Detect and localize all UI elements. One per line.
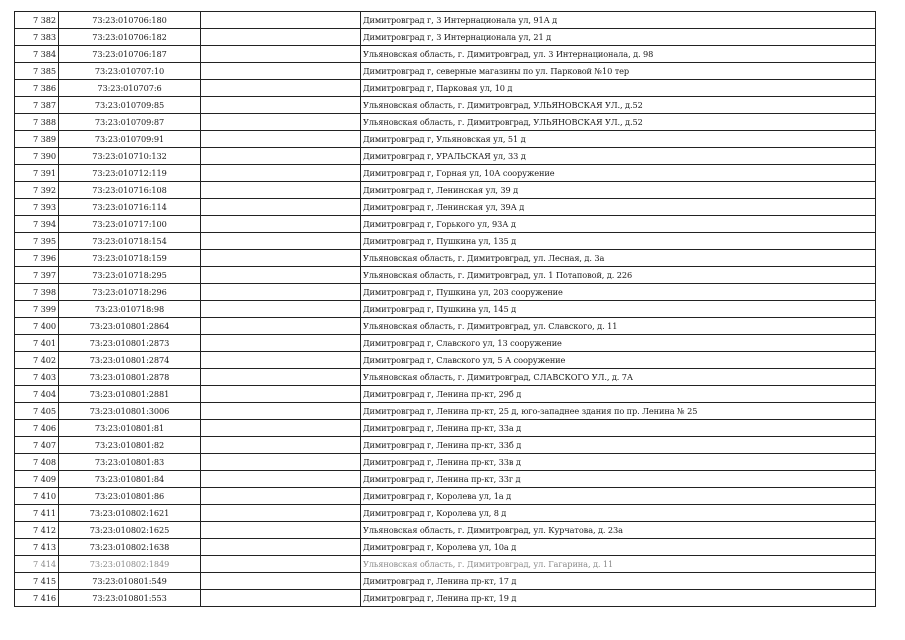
address-cell: Димитровград г, Ленина пр-кт, 17 д	[361, 573, 876, 590]
address-cell: Ульяновская область, г. Димитровград, СЛАВСКОГО УЛ., д. 7А	[361, 369, 876, 386]
empty-cell	[201, 165, 361, 182]
cadastral-number-cell: 73:23:010709:87	[59, 114, 201, 131]
row-number-cell: 7 386	[15, 80, 59, 97]
cadastral-number-cell: 73:23:010801:83	[59, 454, 201, 471]
address-cell: Димитровград г, Пушкина ул, 203 сооружение	[361, 284, 876, 301]
empty-cell	[201, 233, 361, 250]
table-row	[15, 165, 876, 182]
empty-cell	[201, 573, 361, 590]
table-row	[15, 12, 876, 29]
cadastral-number-cell: 73:23:010801:82	[59, 437, 201, 454]
empty-cell	[201, 46, 361, 63]
cadastral-number-cell: 73:23:010709:85	[59, 97, 201, 114]
table-row	[15, 420, 876, 437]
address-cell: Димитровград г, 3 Интернационала ул, 91А д	[361, 12, 876, 29]
table-row	[15, 284, 876, 301]
table-row	[15, 471, 876, 488]
address-cell: Димитровград г, Пушкина ул, 135 д	[361, 233, 876, 250]
row-number-cell: 7 401	[15, 335, 59, 352]
address-cell: Ульяновская область, г. Димитровград, ул. Гагарина, д. 11	[361, 556, 876, 573]
cadastral-number-cell: 73:23:010802:1621	[59, 505, 201, 522]
row-number-cell: 7 384	[15, 46, 59, 63]
table-row	[15, 63, 876, 80]
table-row	[15, 46, 876, 63]
empty-cell	[201, 590, 361, 607]
row-number-cell: 7 394	[15, 216, 59, 233]
registry-table	[14, 11, 876, 607]
address-cell: Димитровград г, Горная ул, 10А сооружение	[361, 165, 876, 182]
table-row	[15, 250, 876, 267]
address-cell: Димитровград г, Ленина пр-кт, 33г д	[361, 471, 876, 488]
row-number-cell: 7 409	[15, 471, 59, 488]
address-cell: Димитровград г, 3 Интернационала ул, 21 д	[361, 29, 876, 46]
table-row	[15, 522, 876, 539]
address-cell: Димитровград г, Ленинская ул, 39 д	[361, 182, 876, 199]
table-row	[15, 437, 876, 454]
registry-body	[15, 12, 876, 607]
table-row	[15, 29, 876, 46]
address-cell: Ульяновская область, г. Димитровград, ул. Лесная, д. 3а	[361, 250, 876, 267]
empty-cell	[201, 97, 361, 114]
table-row	[15, 318, 876, 335]
cadastral-number-cell: 73:23:010718:296	[59, 284, 201, 301]
cadastral-number-cell: 73:23:010801:2864	[59, 318, 201, 335]
row-number-cell: 7 398	[15, 284, 59, 301]
empty-cell	[201, 301, 361, 318]
cadastral-number-cell: 73:23:010718:154	[59, 233, 201, 250]
row-number-cell: 7 404	[15, 386, 59, 403]
cadastral-number-cell: 73:23:010716:114	[59, 199, 201, 216]
address-cell: Ульяновская область, г. Димитровград, УЛЬЯНОВСКАЯ УЛ., д.52	[361, 97, 876, 114]
cadastral-number-cell: 73:23:010706:180	[59, 12, 201, 29]
table-row	[15, 488, 876, 505]
empty-cell	[201, 131, 361, 148]
table-row	[15, 386, 876, 403]
address-cell: Димитровград г, Ульяновская ул, 51 д	[361, 131, 876, 148]
address-cell: Димитровград г, Ленина пр-кт, 33б д	[361, 437, 876, 454]
empty-cell	[201, 284, 361, 301]
cadastral-number-cell: 73:23:010718:295	[59, 267, 201, 284]
cadastral-number-cell: 73:23:010716:108	[59, 182, 201, 199]
row-number-cell: 7 391	[15, 165, 59, 182]
cadastral-number-cell: 73:23:010801:3006	[59, 403, 201, 420]
table-row	[15, 505, 876, 522]
cadastral-number-cell: 73:23:010709:91	[59, 131, 201, 148]
address-cell: Ульяновская область, г. Димитровград, ул. Славского, д. 11	[361, 318, 876, 335]
address-cell: Димитровград г, Королева ул, 1а д	[361, 488, 876, 505]
cadastral-number-cell: 73:23:010710:132	[59, 148, 201, 165]
empty-cell	[201, 216, 361, 233]
cadastral-number-cell: 73:23:010801:553	[59, 590, 201, 607]
empty-cell	[201, 522, 361, 539]
address-cell: Димитровград г, Ленина пр-кт, 19 д	[361, 590, 876, 607]
table-row	[15, 403, 876, 420]
empty-cell	[201, 63, 361, 80]
row-number-cell: 7 393	[15, 199, 59, 216]
empty-cell	[201, 556, 361, 573]
empty-cell	[201, 318, 361, 335]
table-row	[15, 216, 876, 233]
row-number-cell: 7 416	[15, 590, 59, 607]
empty-cell	[201, 420, 361, 437]
row-number-cell: 7 385	[15, 63, 59, 80]
cadastral-number-cell: 73:23:010707:10	[59, 63, 201, 80]
empty-cell	[201, 267, 361, 284]
row-number-cell: 7 389	[15, 131, 59, 148]
row-number-cell: 7 410	[15, 488, 59, 505]
empty-cell	[201, 352, 361, 369]
address-cell: Димитровград г, Горького ул, 93А д	[361, 216, 876, 233]
table-row	[15, 335, 876, 352]
row-number-cell: 7 402	[15, 352, 59, 369]
empty-cell	[201, 182, 361, 199]
empty-cell	[201, 335, 361, 352]
address-cell: Димитровград г, Ленина пр-кт, 29б д	[361, 386, 876, 403]
address-cell: Димитровград г, Парковая ул, 10 д	[361, 80, 876, 97]
row-number-cell: 7 411	[15, 505, 59, 522]
empty-cell	[201, 437, 361, 454]
table-row	[15, 148, 876, 165]
table-row	[15, 556, 876, 573]
cadastral-number-cell: 73:23:010801:86	[59, 488, 201, 505]
table-row	[15, 369, 876, 386]
empty-cell	[201, 199, 361, 216]
address-cell: Димитровград г, Ленина пр-кт, 33в д	[361, 454, 876, 471]
row-number-cell: 7 414	[15, 556, 59, 573]
table-row	[15, 267, 876, 284]
address-cell: Димитровград г, Пушкина ул, 145 д	[361, 301, 876, 318]
address-cell: Димитровград г, Королева ул, 8 д	[361, 505, 876, 522]
address-cell: Димитровград г, Королева ул, 10а д	[361, 539, 876, 556]
row-number-cell: 7 383	[15, 29, 59, 46]
cadastral-number-cell: 73:23:010801:2878	[59, 369, 201, 386]
table-row	[15, 131, 876, 148]
row-number-cell: 7 406	[15, 420, 59, 437]
empty-cell	[201, 369, 361, 386]
row-number-cell: 7 405	[15, 403, 59, 420]
cadastral-number-cell: 73:23:010801:2874	[59, 352, 201, 369]
empty-cell	[201, 403, 361, 420]
cadastral-number-cell: 73:23:010718:159	[59, 250, 201, 267]
table-row	[15, 182, 876, 199]
row-number-cell: 7 403	[15, 369, 59, 386]
empty-cell	[201, 29, 361, 46]
cadastral-number-cell: 73:23:010802:1625	[59, 522, 201, 539]
empty-cell	[201, 250, 361, 267]
row-number-cell: 7 397	[15, 267, 59, 284]
row-number-cell: 7 415	[15, 573, 59, 590]
cadastral-number-cell: 73:23:010706:182	[59, 29, 201, 46]
row-number-cell: 7 388	[15, 114, 59, 131]
cadastral-number-cell: 73:23:010801:2873	[59, 335, 201, 352]
cadastral-number-cell: 73:23:010802:1638	[59, 539, 201, 556]
cadastral-number-cell: 73:23:010801:549	[59, 573, 201, 590]
empty-cell	[201, 80, 361, 97]
empty-cell	[201, 12, 361, 29]
cadastral-number-cell: 73:23:010801:2881	[59, 386, 201, 403]
cadastral-number-cell: 73:23:010707:6	[59, 80, 201, 97]
empty-cell	[201, 539, 361, 556]
address-cell: Ульяновская область, г. Димитровград, ул. 3 Интернационала, д. 98	[361, 46, 876, 63]
row-number-cell: 7 400	[15, 318, 59, 335]
row-number-cell: 7 392	[15, 182, 59, 199]
table-row	[15, 80, 876, 97]
table-row	[15, 539, 876, 556]
address-cell: Димитровград г, Славского ул, 5 А сооружение	[361, 352, 876, 369]
cadastral-number-cell: 73:23:010717:100	[59, 216, 201, 233]
address-cell: Димитровград г, Ленина пр-кт, 33а д	[361, 420, 876, 437]
row-number-cell: 7 407	[15, 437, 59, 454]
empty-cell	[201, 488, 361, 505]
row-number-cell: 7 396	[15, 250, 59, 267]
address-cell: Ульяновская область, г. Димитровград, ул. 1 Потаповой, д. 226	[361, 267, 876, 284]
table-row	[15, 199, 876, 216]
row-number-cell: 7 413	[15, 539, 59, 556]
address-cell: Ульяновская область, г. Димитровград, ул. Курчатова, д. 23а	[361, 522, 876, 539]
empty-cell	[201, 505, 361, 522]
cadastral-number-cell: 73:23:010712:119	[59, 165, 201, 182]
address-cell: Димитровград г, Славского ул, 13 сооружение	[361, 335, 876, 352]
table-row	[15, 233, 876, 250]
table-row	[15, 301, 876, 318]
cadastral-number-cell: 73:23:010706:187	[59, 46, 201, 63]
row-number-cell: 7 395	[15, 233, 59, 250]
table-row	[15, 352, 876, 369]
address-cell: Димитровград г, Ленина пр-кт, 25 д, юго-западнее здания по пр. Ленина № 25	[361, 403, 876, 420]
address-cell: Димитровград г, северные магазины по ул. Парковой №10 тер	[361, 63, 876, 80]
table-row	[15, 114, 876, 131]
row-number-cell: 7 408	[15, 454, 59, 471]
empty-cell	[201, 148, 361, 165]
empty-cell	[201, 386, 361, 403]
row-number-cell: 7 399	[15, 301, 59, 318]
cadastral-number-cell: 73:23:010718:98	[59, 301, 201, 318]
cadastral-number-cell: 73:23:010801:84	[59, 471, 201, 488]
address-cell: Ульяновская область, г. Димитровград, УЛЬЯНОВСКАЯ УЛ., д.52	[361, 114, 876, 131]
address-cell: Димитровград г, УРАЛЬСКАЯ ул, 33 д	[361, 148, 876, 165]
cadastral-number-cell: 73:23:010801:81	[59, 420, 201, 437]
row-number-cell: 7 382	[15, 12, 59, 29]
empty-cell	[201, 471, 361, 488]
table-row	[15, 573, 876, 590]
table-row	[15, 454, 876, 471]
row-number-cell: 7 387	[15, 97, 59, 114]
table-row	[15, 97, 876, 114]
row-number-cell: 7 412	[15, 522, 59, 539]
address-cell: Димитровград г, Ленинская ул, 39А д	[361, 199, 876, 216]
empty-cell	[201, 454, 361, 471]
row-number-cell: 7 390	[15, 148, 59, 165]
empty-cell	[201, 114, 361, 131]
cadastral-number-cell: 73:23:010802:1849	[59, 556, 201, 573]
table-row	[15, 590, 876, 607]
